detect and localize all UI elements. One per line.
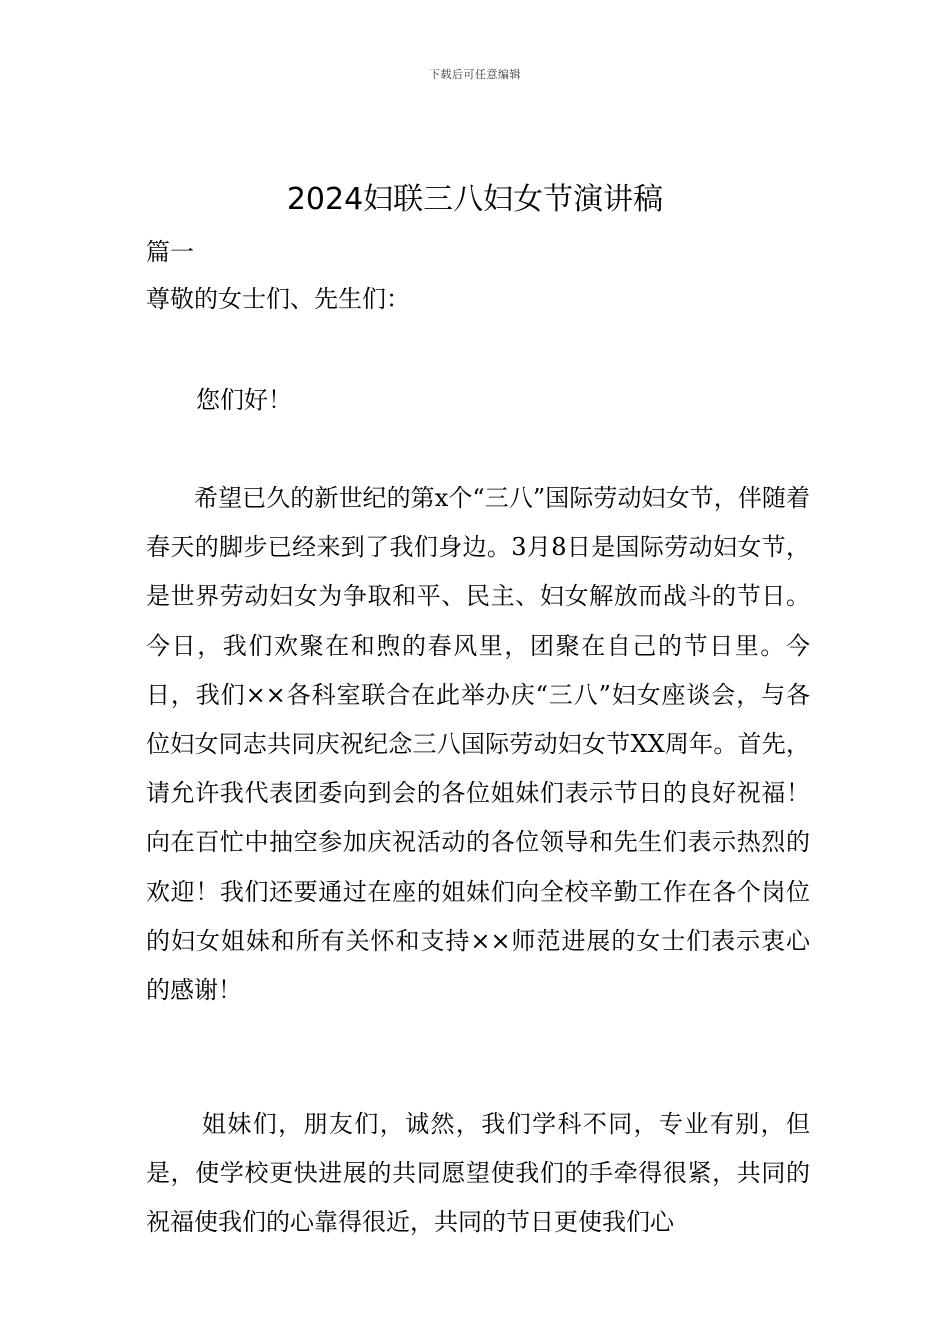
salutation: 尊敬的女士们、先生们：	[146, 285, 410, 313]
paragraph: 姐妹们，朋友们，诚然，我们学科不同，专业有别，但是，使学校更快进展的共同愿望使我们的手牵得很紧，共同的祝福使我们的心靠得很近，共同的节日更使我们心	[146, 1110, 810, 1237]
paragraph: 希望已久的新世纪的第x个“三八”国际劳动妇女节，伴随着春天的脚步已经来到了我们身边。3月8日是国际劳动妇女节，是世界劳动妇女为争取和平、民主、妇女解放而战斗的节日。今日，我们欢聚在和煦的春风里，团聚在自己的节日里。今日，我们××各科室联合在此举办庆“三八”妇女座谈会，与各位妇女同志共同庆祝纪念三八国际劳动妇女节XX周年。首先，请允许我代表团委向到会的各位姐妹们表示节日的良好祝福！向在百忙中抽空参加庆祝活动的各位领导和先生们表示热烈的欢迎！我们还要通过在座的姐妹们向全校辛勤工作在各个岗位的妇女姐妹和所有关怀和支持××师范进展的女士们表示衷心的感谢！	[146, 484, 810, 1005]
section-label: 篇一	[146, 238, 194, 266]
greeting: 您们好！	[196, 386, 292, 414]
document-title: 2024妇联三八妇女节演讲稿	[286, 182, 664, 217]
header-note: 下载后可任意编辑	[429, 68, 521, 81]
